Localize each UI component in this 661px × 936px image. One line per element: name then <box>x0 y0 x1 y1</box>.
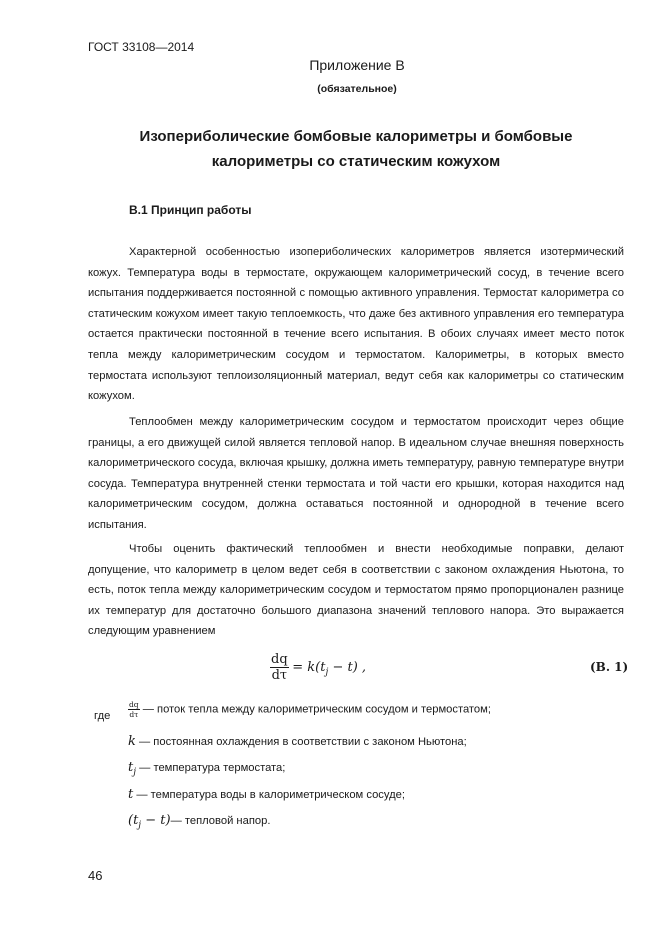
page-number: 46 <box>88 868 103 883</box>
definition-water-temperature <box>128 787 405 802</box>
symbol-t: t <box>128 760 134 775</box>
section-title <box>88 124 624 174</box>
paragraph-1 <box>88 242 624 407</box>
paragraph-3 <box>88 539 624 642</box>
paragraph-2 <box>88 412 624 536</box>
definition-thermal-head <box>128 813 270 831</box>
definition-fraction <box>128 700 140 719</box>
definition-symbol <box>128 813 171 831</box>
paragraph-text: Теплообмен между калориметрическим сосудом и термостатом происходит через общие границы, а его движущей силой является тепловой напор. В идеальном случае внешняя поверхность калориметрического сосуда, включая крышку, должна иметь температуру, равную температуре внутри сосуда. Температура внутренней стенки термостата и той части его крышки, которая находится над калориметрическим сосудом, должна оставаться постоянной и однородной в течение всего испытания. <box>88 416 624 531</box>
appendix-title: Приложение В <box>309 57 405 73</box>
definition-text: — постоянная охлаждения в соответствии с законом Ньютона; <box>135 736 467 748</box>
definition-numerator: dq <box>129 700 139 709</box>
appendix-note: (обязательное) <box>317 83 397 95</box>
definition-text: — тепловой напор. <box>170 815 271 827</box>
equation-subscript: j <box>325 667 329 678</box>
standard-header: ГОСТ 33108—2014 <box>88 40 195 54</box>
definition-text: — температура воды в калориметрическом сосуде; <box>133 789 405 801</box>
definition-thermostat-temperature <box>128 760 285 778</box>
symbol-subscript: j <box>138 820 142 831</box>
definition-symbol <box>128 760 137 778</box>
symbol-open: (t <box>128 813 139 828</box>
definition-heat-flow <box>128 700 491 719</box>
section-title-line2: калориметры со статическим кожухом <box>211 153 501 170</box>
definition-text: — температура термостата; <box>136 762 286 774</box>
definition-cooling-constant <box>128 734 467 749</box>
definition-symbol: k <box>128 734 136 749</box>
subsection-heading: В.1 Принцип работы <box>129 203 252 217</box>
symbol-close: − t) <box>141 813 171 828</box>
symbol-subscript: j <box>133 767 137 778</box>
equation-fraction <box>270 652 289 683</box>
equation-numerator: dq <box>271 652 288 667</box>
paragraph-text: Чтобы оценить фактический теплообмен и внести необходимые поправки, делают допущение, что калориметр в целом ведет себя в соответствии с законом охлаждения Ньютона, то есть, поток тепла между калориметрическим сосудом и термостатом прямо пропорционален разнице их температур для достаточно большого диапазона значений теплового напора. Это выражается следующим уравнением <box>88 543 624 638</box>
equation <box>270 652 366 683</box>
where-label: где <box>94 710 111 722</box>
equation-rhs <box>292 659 367 678</box>
paragraph-text: Характерной особенностью изопериболических калориметров является изотермический кожух. Температура воды в термостате, окружающем калориметрический сосуд, в течение всего испытания поддерживается постоянной с помощью активного управления. Термостат калориметра со статическим кожухом имеет такую теплоемкость, что даже без активного управления его температура остается практически постоянной в течение всего испытания. В обоих случаях имеет место поток тепла между калориметрическим сосудом и термостатом. Калориметры, в которых вместо термостата используют теплоизоляционный материал, ведут себя как калориметры со статическим кожухом. <box>88 246 624 403</box>
equation-denominator: dτ <box>271 668 288 683</box>
equation-number: (В. 1) <box>590 660 629 674</box>
equation-rhs-end: − t) , <box>328 659 367 675</box>
equation-rhs-start: = k(t <box>292 659 326 675</box>
definition-denominator: dτ <box>129 710 139 719</box>
definition-text: — поток тепла между калориметрическим сосудом и термостатом; <box>142 703 491 716</box>
definition-symbol: t <box>128 787 134 802</box>
section-title-line1: Изопериболические бомбовые калориметры и бомбовые <box>139 128 573 145</box>
